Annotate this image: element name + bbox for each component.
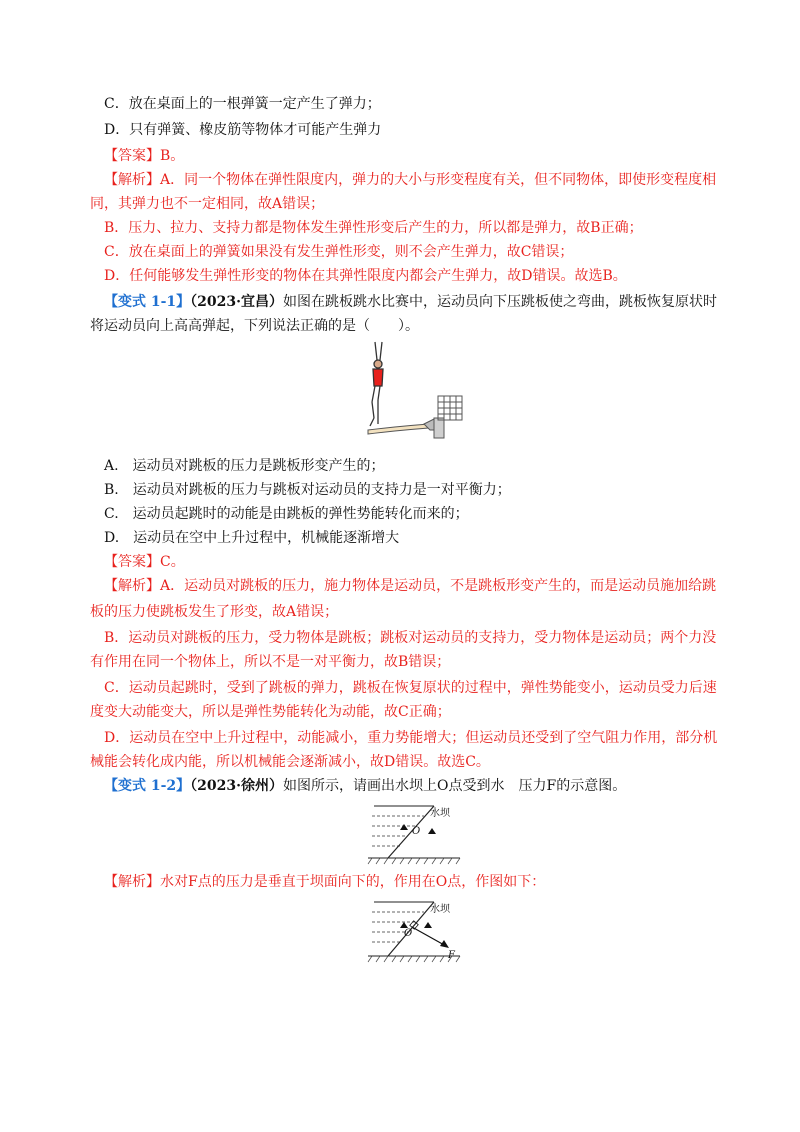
q2-stem-1: 如图在跳板跳水比赛中，运动员向下压跳板使之弯曲，跳板恢复原状时 xyxy=(283,294,718,310)
q2-analysis-b-cont: 有作用在同一个物体上，所以不是一对平衡力，故B错误； xyxy=(90,654,451,670)
q3-analysis-tag: 【解析】 xyxy=(104,874,160,890)
answer-value: B。 xyxy=(160,148,185,164)
analysis-b: B．压力、拉力、支持力都是物体发生弹性形变后产生的力，所以都是弹力，故B正确； xyxy=(104,220,643,236)
triangle-marker xyxy=(424,922,432,928)
force-arrowhead xyxy=(440,940,449,948)
q2-source: （2023·宜昌） xyxy=(190,294,284,310)
option-c: C．放在桌面上的一根弹簧一定产生了弹力； xyxy=(104,96,381,112)
q2-stem-2: 将运动员向上高高弹起，下列说法正确的是（ ）。 xyxy=(90,318,419,334)
q2-option-b: B. 运动员对跳板的压力与跳板对运动员的支持力是一对平衡力； xyxy=(104,482,511,498)
q2-option-a: A. 运动员对跳板的压力是跳板形变产生的； xyxy=(104,458,385,474)
q2-analysis-line xyxy=(104,576,716,596)
q2-answer-tag: 【答案】 xyxy=(104,554,160,570)
q3-analysis-text: 水对F点的压力是垂直于坝面向下的，作用在O点，作图如下： xyxy=(160,874,546,890)
analysis-c: C．放在桌面上的弹簧如果没有发生弹性形变，则不会产生弹力，故C错误； xyxy=(104,244,574,260)
analysis-tag: 【解析】 xyxy=(104,172,160,188)
q3-tag: 【变式 1-2】 xyxy=(104,778,191,794)
q3-stem-text: 如图所示，请画出水坝上O点受到水 压力F的示意图。 xyxy=(283,778,627,794)
diving-board-figure xyxy=(360,338,470,440)
railing xyxy=(438,396,462,420)
point-o-label: O xyxy=(412,826,421,837)
point-o-label: O xyxy=(404,928,413,939)
triangle-marker xyxy=(428,828,436,834)
q2-analysis-tag: 【解析】 xyxy=(104,578,160,594)
analysis-line xyxy=(104,170,716,190)
q3-source: （2023·徐州） xyxy=(190,778,284,794)
q2-stem xyxy=(104,292,717,312)
dam-force-figure xyxy=(364,896,464,966)
dam-figure xyxy=(364,800,464,866)
q3-analysis-line xyxy=(104,872,545,892)
diver-icon xyxy=(370,342,383,426)
analysis-a-cont: 同，其弹力也不一定相同，故A错误； xyxy=(90,196,325,212)
force-arrow xyxy=(412,927,446,946)
dam-label: 水坝 xyxy=(430,904,450,915)
force-f-label: F xyxy=(448,950,455,961)
q2-answer-line xyxy=(104,552,185,572)
q2-analysis-d: D．运动员在空中上升过程中，动能减小，重力势能增大；但运动员还受到了空气阻力作用，部分机 xyxy=(104,730,718,746)
option-d: D．只有弹簧、橡皮筋等物体才可能产生弹力 xyxy=(104,122,382,138)
q2-analysis-a: A．运动员对跳板的压力，施力物体是运动员，不是跳板形变产生的，而是运动员施加给跳 xyxy=(160,578,717,594)
q2-analysis-c-cont: 度变大动能变大，所以是弹性势能转化为动能，故C正确； xyxy=(90,704,451,720)
q2-analysis-a-cont: 板的压力使跳板发生了形变，故A错误； xyxy=(90,604,339,620)
q2-analysis-b: B．运动员对跳板的压力，受力物体是跳板；跳板对运动员的支持力，受力物体是运动员；两个力没 xyxy=(104,630,717,646)
dam-label: 水坝 xyxy=(430,808,450,819)
q3-stem xyxy=(104,776,626,796)
answer-line xyxy=(104,146,184,166)
triangle-marker xyxy=(400,824,408,830)
q2-analysis-d-cont: 械能会转化成内能，所以机械能会逐渐减小，故D错误。故选C。 xyxy=(90,754,490,770)
q2-answer-value: C。 xyxy=(160,554,185,570)
analysis-a: A．同一个物体在弹性限度内，弹力的大小与形变程度有关，但不同物体，即使形变程度相 xyxy=(160,172,717,188)
q2-option-c: C. 运动员起跳时的动能是由跳板的弹性势能转化而来的； xyxy=(104,506,469,522)
answer-tag: 【答案】 xyxy=(104,148,160,164)
q2-tag: 【变式 1-1】 xyxy=(104,294,191,310)
analysis-d: D．任何能够发生弹性形变的物体在其弹性限度内都会产生弹力，故D错误。故选B。 xyxy=(104,268,627,284)
q2-analysis-c: C．运动员起跳时，受到了跳板的弹力，跳板在恢复原状的过程中，弹性势能变小，运动员受力后速 xyxy=(104,680,717,696)
q2-option-d: D. 运动员在空中上升过程中，机械能逐渐增大 xyxy=(104,530,400,546)
